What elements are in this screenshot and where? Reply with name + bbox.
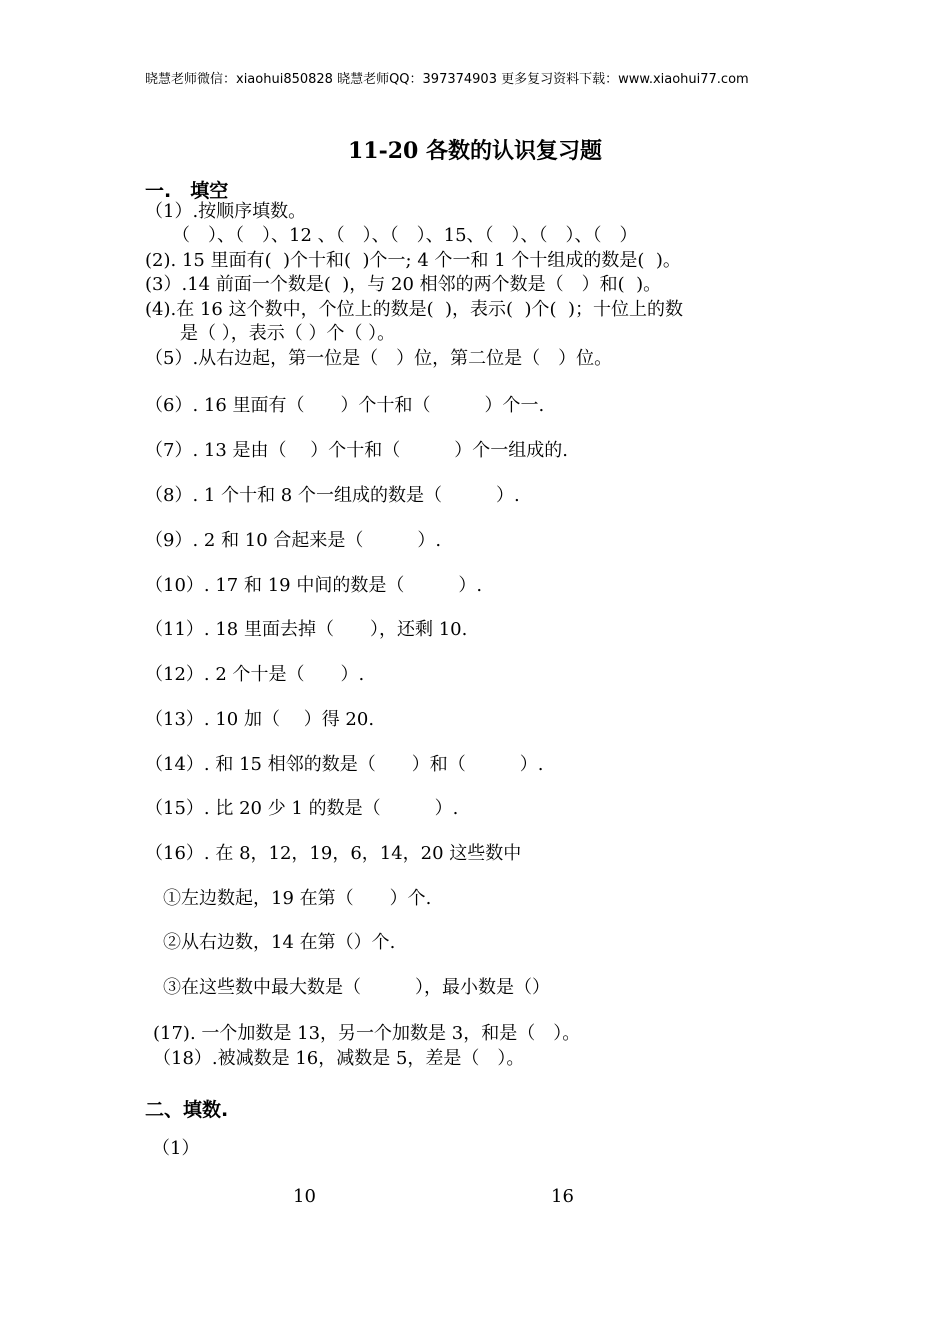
- section-1-heading: 一. 填空: [145, 180, 229, 202]
- question-4: (4).在 16 这个数中，个位上的数是( )，表示( )个( )；十位上的数: [145, 299, 684, 320]
- question-1: （1）.按顺序填数。: [145, 201, 307, 222]
- question-11: （11）. 18 里面去掉（ ），还剩 10.: [145, 619, 468, 640]
- section-2-question-1: （1）: [152, 1138, 200, 1159]
- question-17: (17). 一个加数是 13，另一个加数是 3，和是（ ）。: [153, 1023, 581, 1044]
- section-2-heading: 二、填数.: [145, 1099, 229, 1121]
- question-4-continued: 是（ ），表示（ ）个（ ）。: [180, 323, 396, 344]
- number-label-16: 16: [551, 1186, 574, 1207]
- question-10: （10）. 17 和 19 中间的数是（ ）.: [145, 575, 483, 596]
- question-16: （16）. 在 8，12，19，6，14，20 这些数中: [145, 843, 522, 864]
- question-5: （5）.从右边起，第一位是（ ）位，第二位是（ ）位。: [145, 348, 613, 369]
- question-16-part-2: ②从右边数，14 在第（）个.: [163, 932, 396, 953]
- question-18: （18）.被减数是 16，减数是 5，差是（ ）。: [153, 1048, 525, 1069]
- question-16-part-1: ①左边数起，19 在第（ ）个.: [163, 888, 432, 909]
- question-7: （7）. 13 是由（ ）个十和（ ）个一组成的.: [145, 440, 568, 461]
- question-3: (3）.14 前面一个数是( )，与 20 相邻的两个数是（ ）和( )。: [145, 274, 662, 295]
- page-header: 晓慧老师微信：xiaohui850828 晓慧老师QQ：397374903 更多复习资料下载：www.xiaohui77.com: [145, 72, 749, 87]
- question-8: （8）. 1 个十和 8 个一组成的数是（ ）.: [145, 485, 520, 506]
- question-9: （9）. 2 和 10 合起来是（ ）.: [145, 530, 442, 551]
- question-12: （12）. 2 个十是（ ）.: [145, 664, 365, 685]
- question-2: (2). 15 里面有( )个十和( )个一; 4 个一和 1 个十组成的数是( )。: [145, 250, 681, 271]
- question-1-sequence: （ ）、（ ）、12 、（ ）、（ ）、15、（ ）、（ ）、（ ）: [172, 225, 638, 246]
- page-title: 11-20 各数的认识复习题: [347, 138, 603, 164]
- question-15: （15）. 比 20 少 1 的数是（ ）.: [145, 798, 459, 819]
- question-13: （13）. 10 加（ ）得 20.: [145, 709, 375, 730]
- question-14: （14）. 和 15 相邻的数是（ ）和（ ）.: [145, 754, 544, 775]
- number-label-10: 10: [293, 1186, 316, 1207]
- question-6: （6）. 16 里面有（ ）个十和（ ）个一.: [145, 395, 545, 416]
- question-16-part-3: ③在这些数中最大数是（ ），最小数是（）: [163, 977, 550, 998]
